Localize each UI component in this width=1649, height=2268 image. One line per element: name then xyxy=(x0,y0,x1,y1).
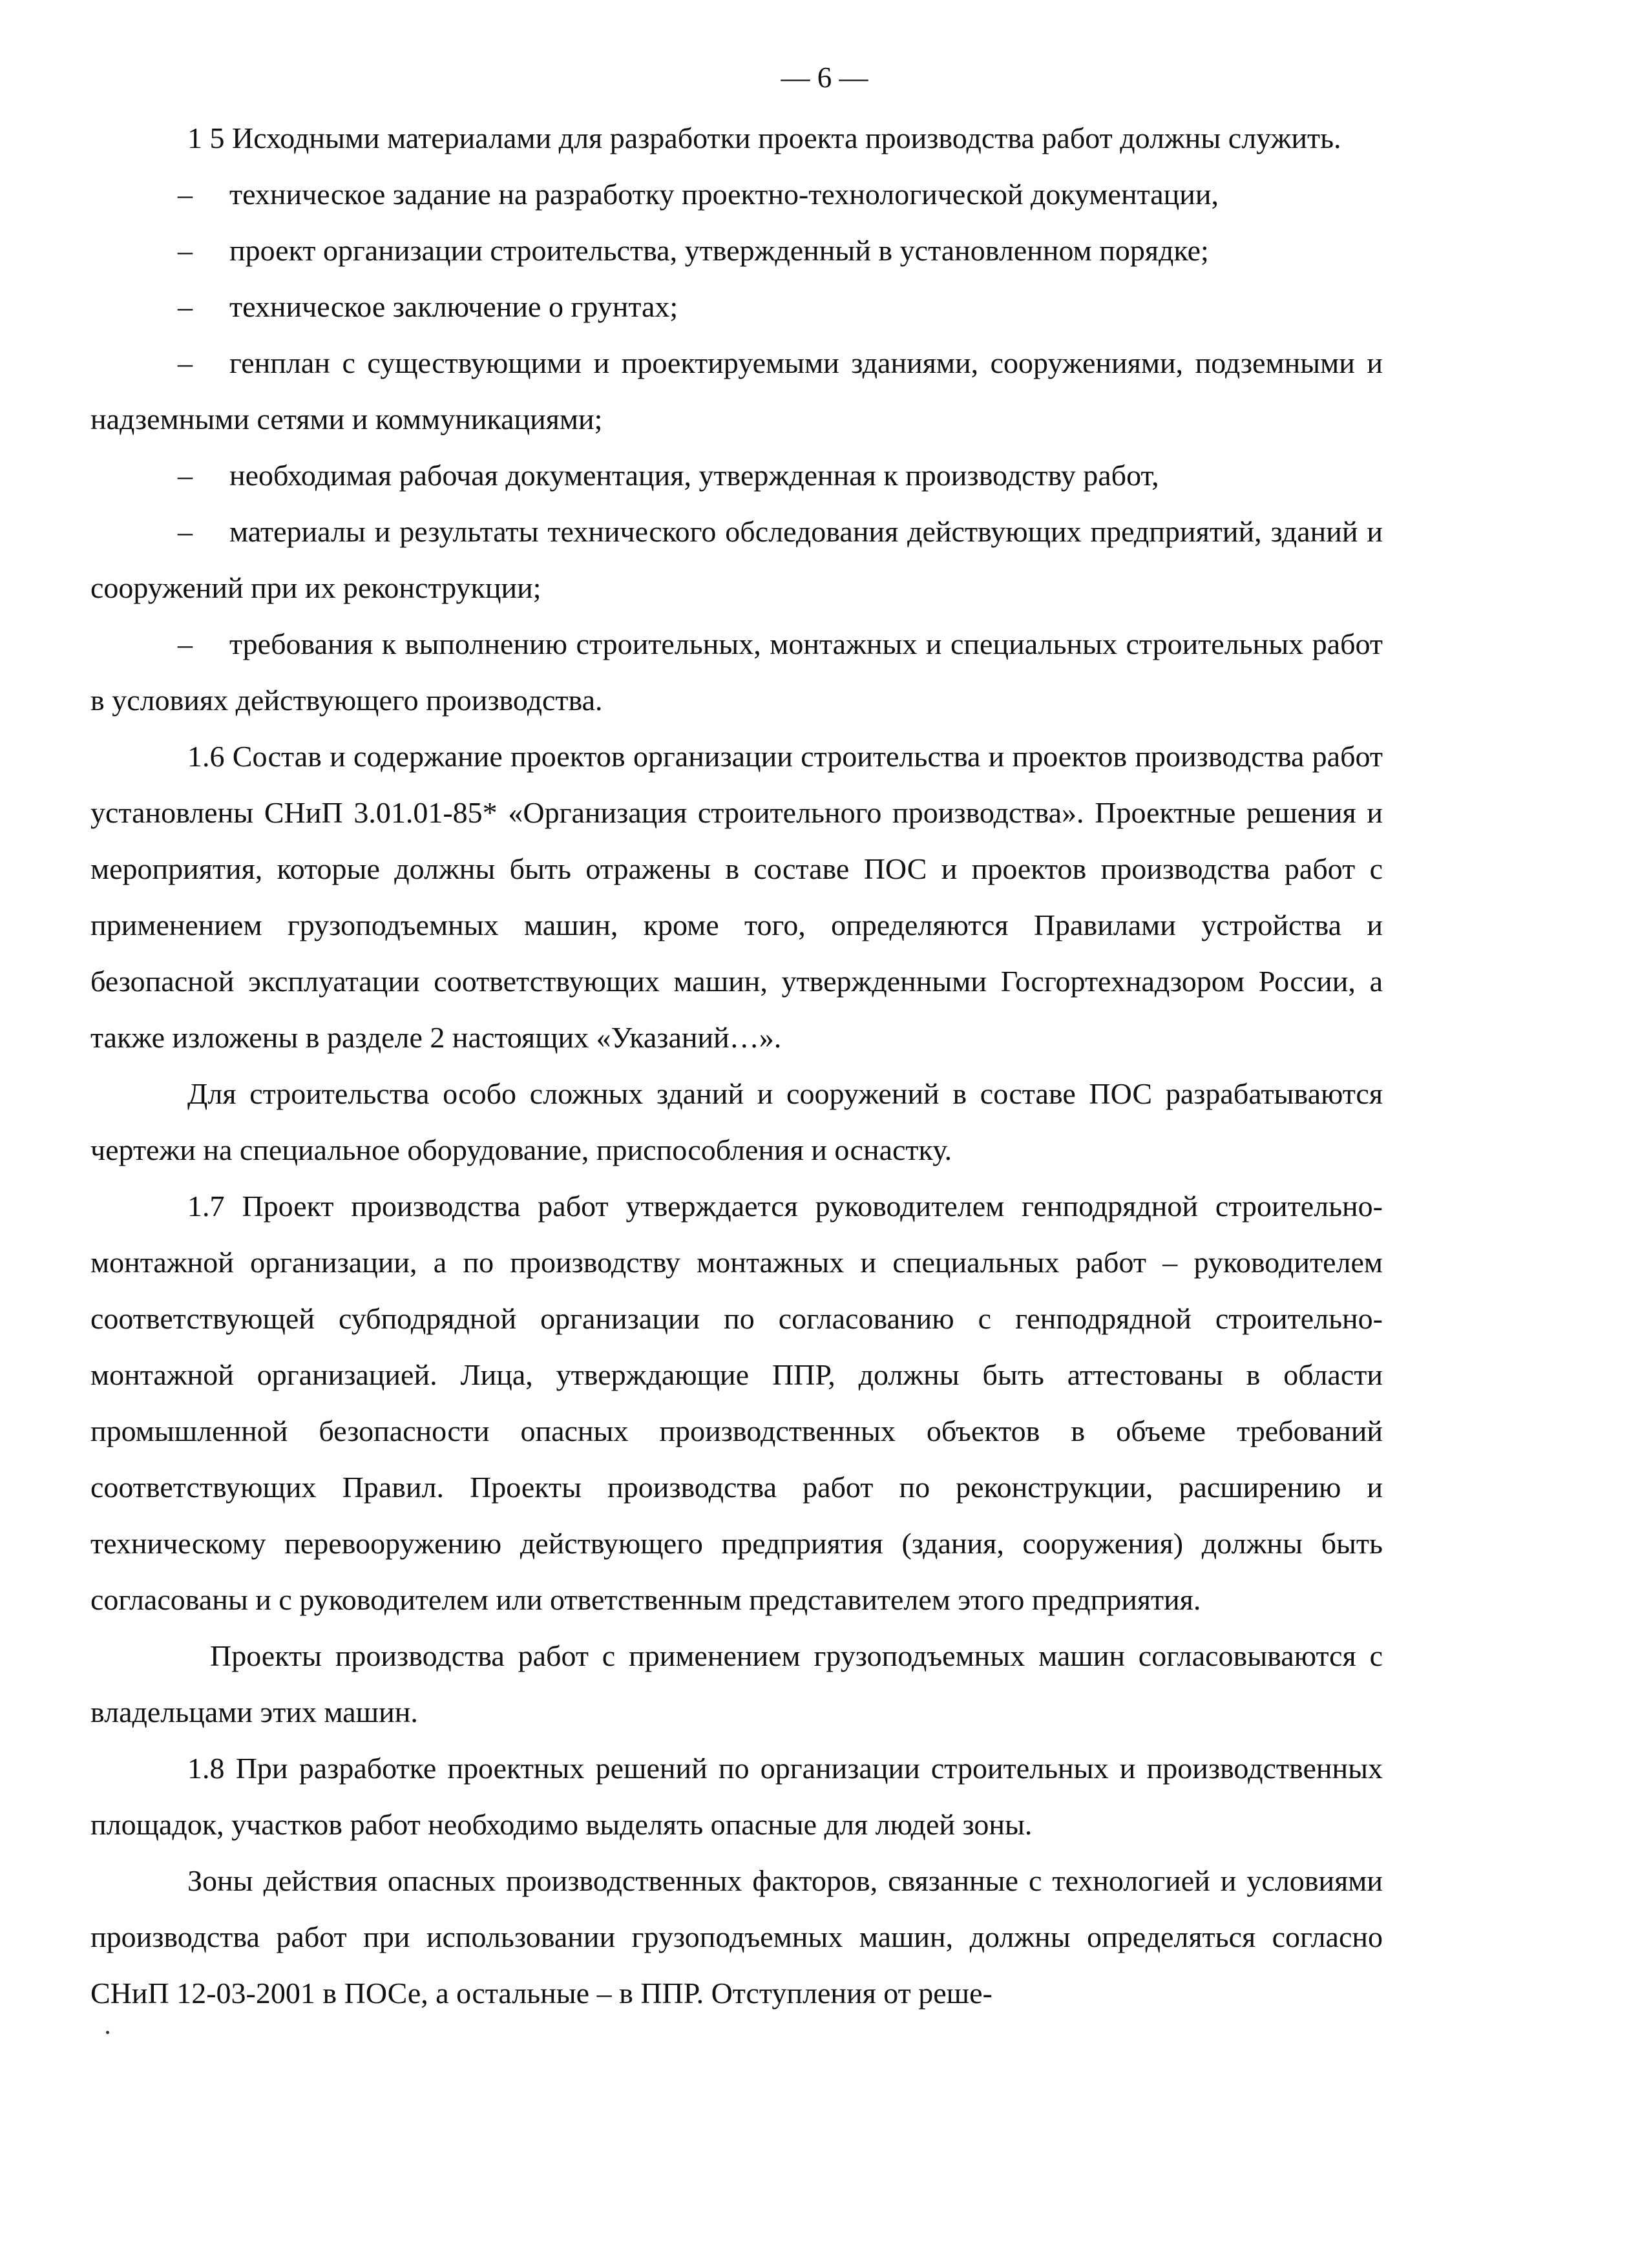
section-1-7-paragraph: 1.7 Проект производства работ утверждается руководителем генподрядной строительно-монтажной организации, а по производству монтажных и специальных работ – руководителем соответствующей субподрядной организации по согласованию с генподрядной строительно-монтажной организацией. Лица, утверждающие ППР, должны быть аттестованы в области промышленной безопасности опасных производственных объектов в объеме требований соответствующих Правил. Проекты производства работ по реконструкции, расширению и техническому перевооружению действующего предприятия (здания, сооружения) должны быть согласованы и с руководителем или ответственным представителем этого предприятия. xyxy=(90,1190,1383,1616)
list-dash: – xyxy=(178,515,193,548)
section-1-6-paragraph: 1.6 Состав и содержание проектов организации строительства и проектов производства работ установлены СНиП 3.01.01-85* «Организация строительного производства». Проектные решения и мероприятия, которые должны быть отражены в составе ПОС и проектов производства работ с применением грузоподъемных машин, кроме того, определяются Правилами устройства и безопасной эксплуатации соответствующих машин, утвержденными Госгортехнадзором России, а также изложены в разделе 2 настоящих «Указаний…». xyxy=(90,740,1383,1054)
list-item xyxy=(90,335,1383,447)
list-item-text: проект организации строительства, утвержденный в установленном порядке; xyxy=(229,234,1209,267)
list-dash: – xyxy=(178,290,193,323)
list-item xyxy=(90,278,1383,335)
list-item xyxy=(90,222,1383,278)
list-item xyxy=(90,616,1383,728)
list-item-text: необходимая рабочая документация, утвержденная к производству работ, xyxy=(229,459,1159,492)
list-item xyxy=(90,503,1383,616)
section-1-7-paragraph-2: Проекты производства работ с применением грузоподъемных машин согласовываются с владельцами этих машин. xyxy=(90,1639,1383,1728)
list-item-text: требования к выполнению строительных, монтажных и специальных строительных работ в условиях действующего производства. xyxy=(90,627,1383,717)
list-dash: – xyxy=(178,627,193,660)
list-dash: – xyxy=(178,178,193,211)
list-item-text: техническое задание на разработку проектно-технологической документации, xyxy=(229,178,1219,211)
list-item-text: генплан с существующими и проектируемыми зданиями, сооружениями, подземными и надземными сетями и коммуникациями; xyxy=(90,346,1383,436)
section-1-5-intro: 1 5 Исходными материалами для разработки проекта производства работ должны служить. xyxy=(187,121,1341,154)
section-1-6-paragraph-2: Для строительства особо сложных зданий и сооружений в составе ПОС разрабатываются чертежи на специальное оборудование, приспособления и оснастку. xyxy=(90,1077,1383,1166)
list-dash: – xyxy=(178,346,193,379)
section-1-8-paragraph-2: Зоны действия опасных производственных факторов, связанные с технологией и условиями производства работ при использовании грузоподъемных машин, должны определяться согласно СНиП 12-03-2001 в ПОСе, а остальные – в ППР. Отступления от реше- xyxy=(90,1864,1383,2010)
page-number: — 6 — xyxy=(781,61,868,94)
list-item-text: материалы и результаты технического обследования действующих предприятий, зданий и сооружений при их реконструкции; xyxy=(90,515,1383,604)
list-item-text: техническое заключение о грунтах; xyxy=(229,290,678,323)
list-item xyxy=(90,447,1383,503)
list-dash: – xyxy=(178,234,193,267)
list-dash: – xyxy=(178,459,193,492)
section-1-8-paragraph: 1.8 При разработке проектных решений по организации строительных и производственных площадок, участков работ необходимо выделять опасные для людей зоны. xyxy=(90,1752,1383,1841)
document-body xyxy=(90,110,1383,2021)
list-item xyxy=(90,166,1383,222)
scan-speck xyxy=(106,2031,109,2034)
